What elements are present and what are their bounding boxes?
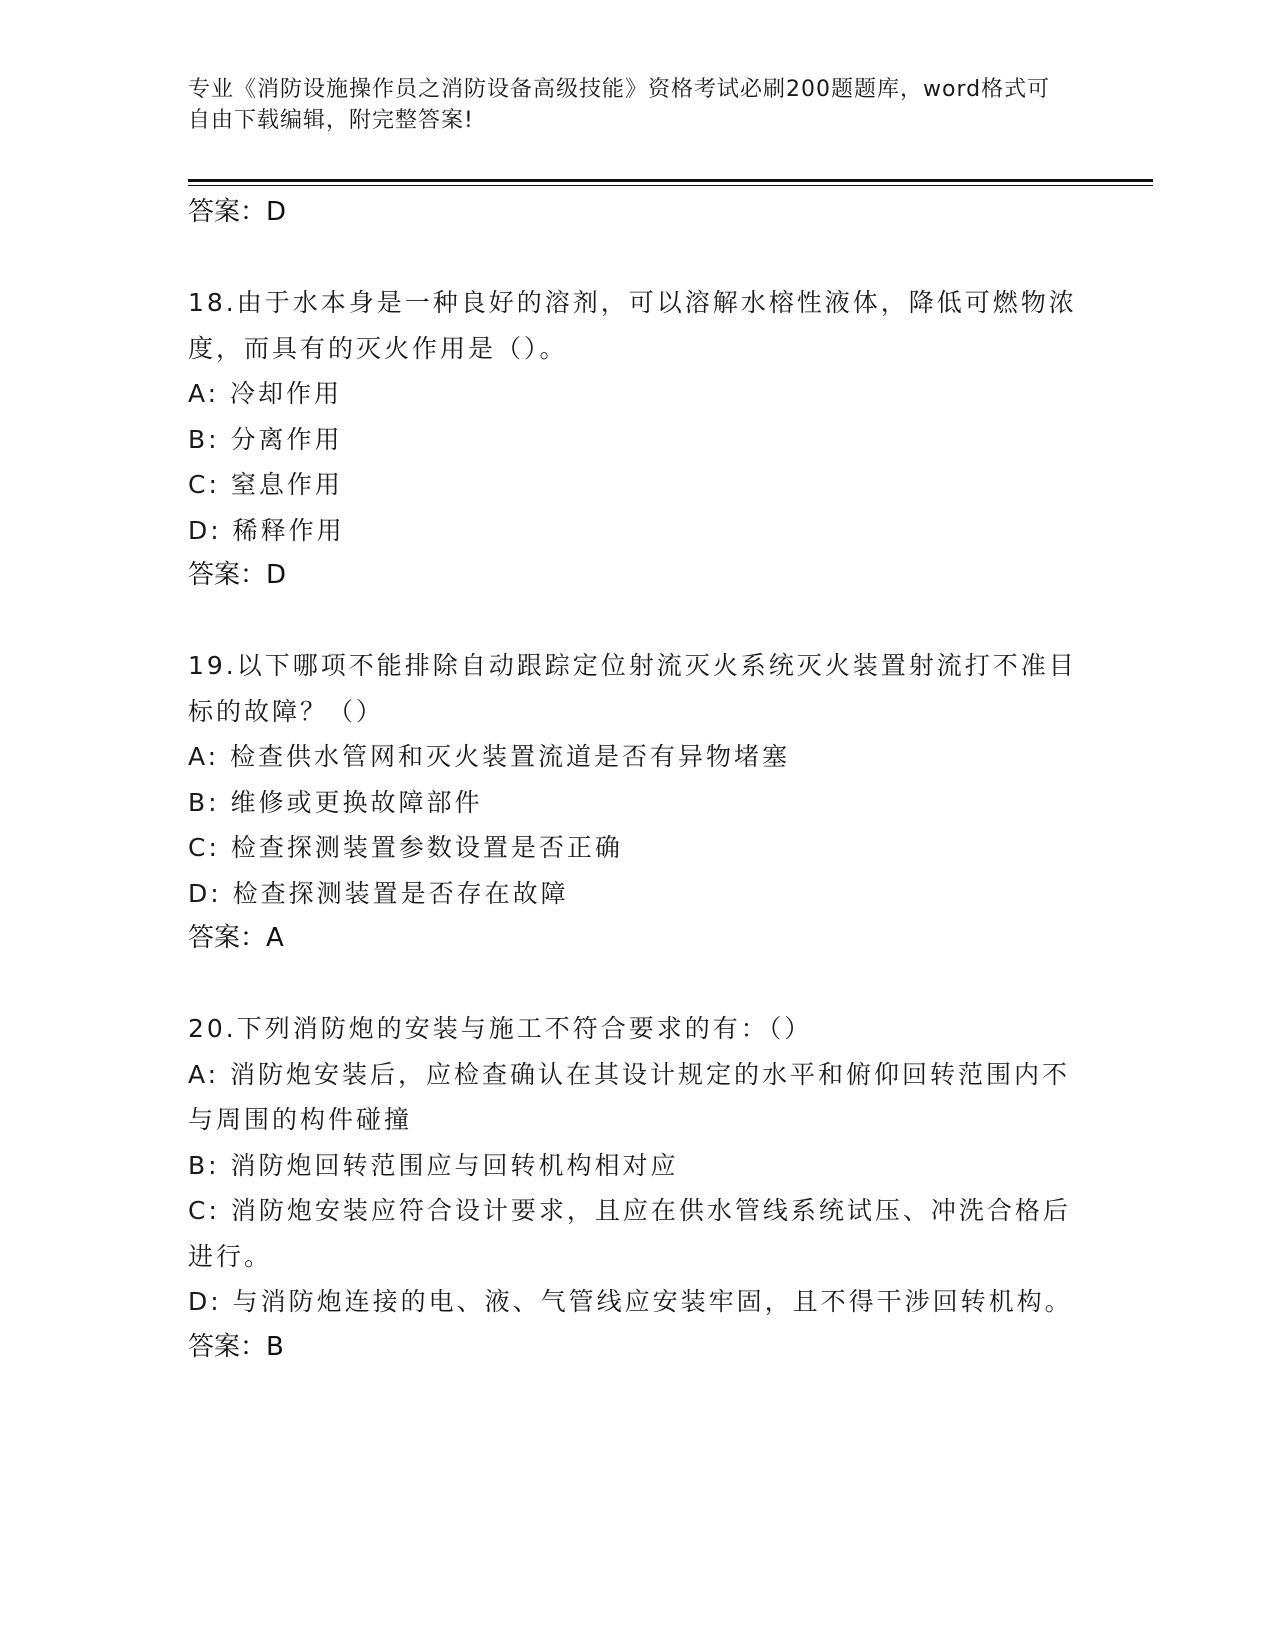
option-a: A: 消防炮安装后，应检查确认在其设计规定的水平和俯仰回转范围内不与周围的构件碰撞	[188, 1059, 1071, 1134]
option-c: C: 窒息作用	[188, 470, 343, 499]
header-divider-thin	[188, 185, 1153, 186]
option-b: B: 维修或更换故障部件	[188, 787, 483, 817]
option-a: A: 检查供水管网和灭火装置流道是否有异物堵塞	[188, 742, 791, 771]
option-a: A: 冷却作用	[188, 379, 343, 408]
answer-label: 答案：B	[188, 1331, 284, 1362]
question-list	[188, 190, 1078, 1369]
answer-label: 答案：A	[188, 923, 284, 953]
question-text: 19.以下哪项不能排除自动跟踪定位射流灭火系统灭火装置射流打不准目标的故障？（）	[188, 651, 1077, 726]
question-18	[188, 280, 1078, 597]
option-b: B: 分离作用	[188, 424, 343, 454]
question-text: 20.下列消防炮的安装与施工不符合要求的有：（）	[188, 1014, 813, 1043]
option-c: C: 检查探测装置参数设置是否正确	[188, 833, 623, 862]
question-text: 18.由于水本身是一种良好的溶剂，可以溶解水榕性液体，降低可燃物浓度，而具有的灭火作用是（）。	[188, 288, 1077, 363]
option-c: C: 消防炮安装应符合设计要求，且应在供水管线系统试压、冲洗合格后进行。	[188, 1196, 1071, 1271]
previous-answer: 答案：D	[188, 197, 287, 227]
page-header-text: 专业《消防设施操作员之消防设备高级技能》资格考试必刷200题题库，word格式可自由下载编辑，附完整答案!	[188, 77, 1051, 133]
answer-label: 答案：D	[188, 560, 287, 590]
option-b: B: 消防炮回转范围应与回转机构相对应	[188, 1150, 679, 1180]
option-d: D: 稀释作用	[188, 515, 345, 545]
question-20	[188, 1006, 1078, 1369]
option-d: D: 与消防炮连接的电、液、气管线应安装牢固，且不得干涉回转机构。	[188, 1287, 1073, 1316]
question-19	[188, 643, 1078, 960]
header-divider-thick	[188, 179, 1153, 182]
option-d: D: 检查探测装置是否存在故障	[188, 878, 569, 908]
